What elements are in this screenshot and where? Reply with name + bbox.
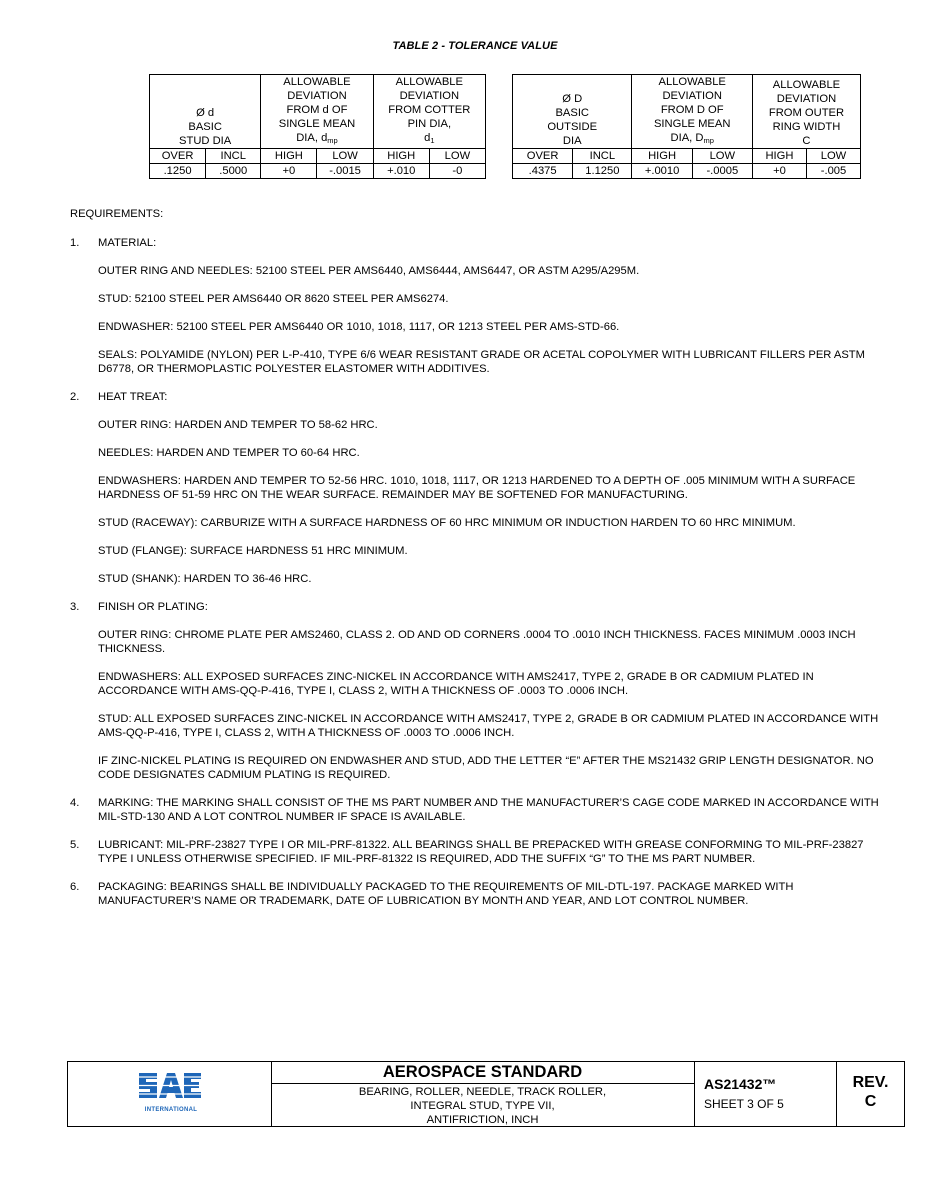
item-number: 4. — [70, 797, 80, 809]
col-low: LOW — [429, 149, 485, 164]
item-title: HEAT TREAT: — [98, 391, 168, 403]
col-high: HIGH — [632, 149, 692, 164]
standard-cell — [271, 1062, 695, 1126]
paragraph: MARKING: THE MARKING SHALL CONSIST OF THE MS PART NUMBER AND THE MANUFACTURER’S CAGE CODE MARKED IN ACCORDANCE WITH MIL-STD-130 AND A LOT CONTROL NUMBER IF SPACE IS AVAILABLE. — [98, 797, 879, 823]
col-over: OVER — [150, 149, 206, 164]
value-cell: -.0015 — [317, 164, 373, 179]
requirement-finish-plating — [70, 600, 885, 782]
document-number: AS21432™ — [704, 1076, 777, 1092]
title-block — [67, 1061, 905, 1127]
mean-dia-deviation-header: ALLOWABLE DEVIATION FROM d OF SINGLE MEAN DIA, dmp — [261, 75, 373, 149]
paragraph: ENDWASHERS: ALL EXPOSED SURFACES ZINC-NICKEL IN ACCORDANCE WITH AMS2417, TYPE 2, GRADE B OR CADMIUM PLATED IN ACCORDANCE WITH AMS-QQ-P-416, TYPE I, CLASS 2, WITH A THICKNESS OF .0003 TO .0006 INCH. — [98, 671, 814, 697]
requirement-heat-treat — [70, 390, 885, 586]
paragraph: STUD (SHANK): HARDEN TO 36-46 HRC. — [98, 573, 312, 585]
value-cell: -0 — [429, 164, 485, 179]
requirements-list — [70, 236, 885, 922]
value-cell: .5000 — [206, 164, 261, 179]
value-cell: +0 — [261, 164, 317, 179]
item-number: 1. — [70, 237, 80, 249]
item-title: FINISH OR PLATING: — [98, 601, 208, 613]
logo-cell — [68, 1062, 272, 1126]
item-number: 5. — [70, 839, 80, 851]
col-incl: INCL — [206, 149, 261, 164]
logo-text: INTERNATIONAL — [144, 1107, 198, 1113]
paragraph: STUD: 52100 STEEL PER AMS6440 OR 8620 STEEL PER AMS6274. — [98, 293, 449, 305]
revision-value: C — [864, 1093, 877, 1110]
paragraph: NEEDLES: HARDEN AND TEMPER TO 60-64 HRC. — [98, 447, 360, 459]
tolerance-table-outer-ring — [512, 74, 861, 179]
value-cell: +.010 — [373, 164, 429, 179]
value-cell: .1250 — [150, 164, 206, 179]
requirement-marking — [70, 796, 885, 824]
col-over: OVER — [513, 149, 573, 164]
item-number: 6. — [70, 881, 80, 893]
paragraph: OUTER RING: CHROME PLATE PER AMS2460, CLASS 2. OD AND OD CORNERS .0004 TO .0010 INCH THICKNESS. FACES MINIMUM .0003 INCH THICKNESS. — [98, 629, 856, 655]
table-title: TABLE 2 - TOLERANCE VALUE — [392, 40, 558, 52]
value-cell: +0 — [752, 164, 806, 179]
outside-dia-header: Ø D BASIC OUTSIDE DIA — [513, 75, 632, 149]
col-low: LOW — [692, 149, 752, 164]
standard-title: AEROSPACE STANDARD — [271, 1062, 694, 1084]
requirement-packaging — [70, 880, 885, 908]
sheet-number: SHEET 3 OF 5 — [704, 1097, 784, 1111]
revision-label: REV. — [852, 1074, 889, 1091]
value-cell: -.0005 — [692, 164, 752, 179]
value-cell: 1.1250 — [573, 164, 632, 179]
revision-cell — [837, 1062, 904, 1126]
col-incl: INCL — [573, 149, 632, 164]
ring-width-deviation-header: ALLOWABLE DEVIATION FROM OUTER RING WIDTH C — [752, 75, 860, 149]
value-cell: -.005 — [806, 164, 860, 179]
col-high: HIGH — [261, 149, 317, 164]
col-low: LOW — [317, 149, 373, 164]
paragraph: OUTER RING: HARDEN AND TEMPER TO 58-62 HRC. — [98, 419, 378, 431]
col-high: HIGH — [373, 149, 429, 164]
paragraph: IF ZINC-NICKEL PLATING IS REQUIRED ON ENDWASHER AND STUD, ADD THE LETTER “E” AFTER THE MS21432 GRIP LENGTH DESIGNATOR. NO CODE DESIGNATES CADMIUM PLATING IS REQUIRED. — [98, 755, 874, 781]
col-low: LOW — [806, 149, 860, 164]
cotter-pin-deviation-header: ALLOWABLE DEVIATION FROM COTTER PIN DIA, d1 — [373, 75, 485, 149]
value-cell: .4375 — [513, 164, 573, 179]
col-high: HIGH — [752, 149, 806, 164]
table-row — [150, 164, 486, 179]
paragraph: SEALS: POLYAMIDE (NYLON) PER L-P-410, TYPE 6/6 WEAR RESISTANT GRADE OR ACETAL COPOLYMER WITH LUBRICANT FILLERS PER ASTM D6778, OR THERMOPLASTIC POLYESTER ELASTOMER WITH ADDITIVES. — [98, 349, 865, 375]
part-description: BEARING, ROLLER, NEEDLE, TRACK ROLLER, INTEGRAL STUD, TYPE VII, ANTIFRICTION, INCH — [358, 1086, 607, 1126]
item-number: 3. — [70, 601, 80, 613]
paragraph: ENDWASHER: 52100 STEEL PER AMS6440 OR 1010, 1018, 1117, OR 1213 STEEL PER AMS-STD-66. — [98, 321, 620, 333]
paragraph: OUTER RING AND NEEDLES: 52100 STEEL PER AMS6440, AMS6444, AMS6447, OR ASTM A295/A295M. — [98, 265, 640, 277]
paragraph: ENDWASHERS: HARDEN AND TEMPER TO 52-56 HRC. 1010, 1018, 1117, OR 1213 HARDENED TO A DEPTH OF .005 MINIMUM WITH A SURFACE HARDNESS OF 51-59 HRC ON THE WEAR SURFACE. REMAINDER MAY BE SOFTENED FOR MANUFACTURING. — [98, 475, 856, 501]
requirement-material — [70, 236, 885, 376]
requirement-lubricant — [70, 838, 885, 866]
tolerance-table-stud — [149, 74, 486, 179]
paragraph: STUD: ALL EXPOSED SURFACES ZINC-NICKEL IN ACCORDANCE WITH AMS2417, TYPE 2, GRADE B OR CADMIUM PLATED IN ACCORDANCE WITH AMS-QQ-P-416, TYPE I, CLASS 2, WITH A THICKNESS OF .0003 TO .0006 INCH. — [98, 713, 879, 739]
item-title: MATERIAL: — [98, 237, 157, 249]
value-cell: +.0010 — [632, 164, 692, 179]
sae-logo-icon — [137, 1069, 203, 1111]
stud-dia-header: Ø d BASIC STUD DIA — [150, 75, 261, 149]
requirements-heading: REQUIREMENTS: — [70, 208, 164, 220]
item-number: 2. — [70, 391, 80, 403]
paragraph: PACKAGING: BEARINGS SHALL BE INDIVIDUALLY PACKAGED TO THE REQUIREMENTS OF MIL-DTL-197. PACKAGE MARKED WITH MANUFACTURER’S NAME OR TRADEMARK, DATE OF LUBRICATION BY MONTH AND YEAR, AND LOT CONTROL NUMBER. — [98, 881, 794, 907]
document-cell — [695, 1062, 837, 1126]
table-row — [513, 164, 861, 179]
mean-dia-deviation-header: ALLOWABLE DEVIATION FROM D OF SINGLE MEAN DIA, Dmp — [632, 75, 753, 149]
paragraph: LUBRICANT: MIL-PRF-23827 TYPE I OR MIL-PRF-81322. ALL BEARINGS SHALL BE PREPACKED WITH GREASE CONFORMING TO MIL-PRF-23827 TYPE I UNLESS OTHERWISE SPECIFIED. IF MIL-PRF-81322 IS REQUIRED, ADD THE SUFFIX “G” TO THE MS PART NUMBER. — [98, 839, 864, 865]
paragraph: STUD (RACEWAY): CARBURIZE WITH A SURFACE HARDNESS OF 60 HRC MINIMUM OR INDUCTION HARDEN TO 60 HRC MINIMUM. — [98, 517, 796, 529]
paragraph: STUD (FLANGE): SURFACE HARDNESS 51 HRC MINIMUM. — [98, 545, 408, 557]
